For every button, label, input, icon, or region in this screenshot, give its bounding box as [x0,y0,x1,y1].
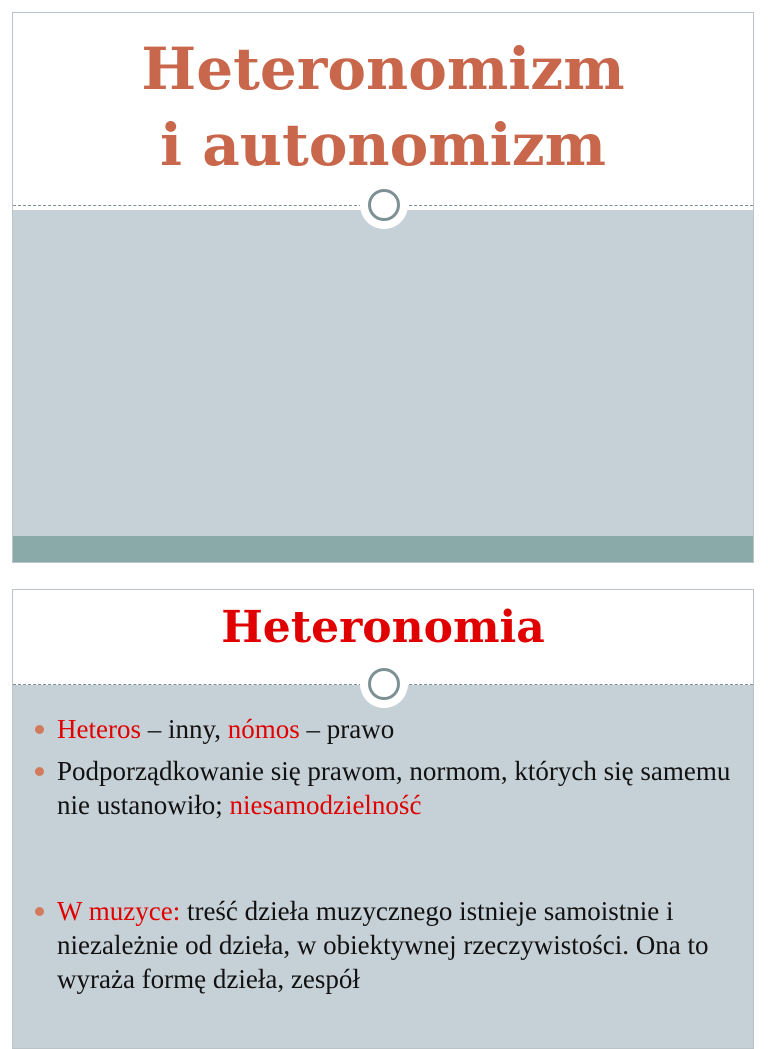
lead-term: W muzyce: [57,896,181,926]
definition-text: – inny, [140,714,228,744]
slide-title: Heteronomia [221,602,545,653]
slide-title [13,31,753,183]
circle-ornament-icon [360,660,408,708]
definition-text: – prawo [299,714,395,744]
term-heteros: Heteros [57,714,141,744]
highlight-term: niesamodzielność [229,790,422,820]
bullet-dot-icon [35,725,44,734]
bullet-dot-icon [35,767,44,776]
list-item [33,712,737,746]
bullet-text: Podporządkowanie się prawom, normom, których się samemu nie ustanowiło; [57,756,731,820]
title-slide [12,12,754,563]
circle-ornament-icon [360,181,408,229]
term-nomos: nómos [227,714,300,744]
content-slide [12,589,754,1049]
bullet-list [33,712,737,996]
footer-bar [13,536,753,562]
slide-title-line-2: i autonomizm [159,111,607,179]
list-item [33,894,737,996]
slide-title-line-1: Heteronomizm [141,35,625,103]
bullet-dot-icon [35,907,44,916]
list-item [33,754,737,822]
bullet-text: treść dzieła muzycznego istnieje samoistnie i niezależnie od dzieła, w obiektywnej rzeczywistości. Ona to wyraża formę dzieła, zespół [57,896,709,994]
